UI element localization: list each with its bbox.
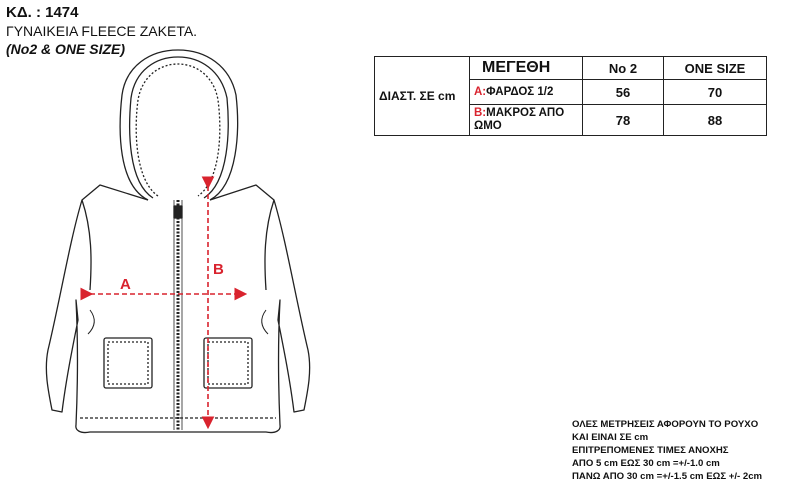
- row-text-a: ΦΑΡΔΟΣ 1/2: [486, 85, 554, 98]
- note-line: ΚΑΙ ΕΙΝΑΙ ΣΕ cm: [572, 432, 649, 443]
- row-label-b: [470, 105, 583, 136]
- value-a-no2: 56: [583, 80, 664, 105]
- row-text-b: ΜΑΚΡΟΣ ΑΠΟ ΩΜΟ: [474, 107, 565, 132]
- note-line: ΕΠΙΤΡΕΠΟΜΕΝΕΣ ΤΙΜΕΣ ΑΝΟΧΗΣ: [572, 445, 729, 456]
- body-left-outline: [46, 185, 178, 433]
- value-b-no2: 78: [583, 105, 664, 136]
- hood-inner: [136, 64, 220, 196]
- measure-b-label: B: [213, 261, 224, 278]
- value-a-one-size: 70: [664, 80, 767, 105]
- measure-a-label: A: [120, 276, 131, 293]
- note-line: ΟΛΕΣ ΜΕΤΡΗΣΕΙΣ ΑΦΟΡΟΥΝ ΤΟ ΡΟΥΧΟ: [572, 419, 759, 430]
- left-pocket: [104, 338, 152, 388]
- value-b-one-size: 88: [664, 105, 767, 136]
- col-header-one-size: ONE SIZE: [664, 57, 767, 80]
- product-code: ΚΔ. : 1474: [6, 4, 79, 21]
- tolerance-notes: [572, 418, 762, 483]
- row-letter-a: A:: [474, 85, 487, 98]
- product-sizes: (No2 & ONE SIZE): [6, 41, 126, 57]
- garment-diagram: [0, 40, 360, 495]
- note-line: ΠΑΝΩ ΑΠΟ 30 cm =+/-1.5 cm ΕΩΣ +/- 2cm: [572, 471, 763, 482]
- body-right-outline: [178, 185, 310, 433]
- row-label-a: [470, 80, 583, 105]
- right-pocket: [204, 338, 252, 388]
- row-letter-b: B:: [474, 107, 487, 119]
- product-description: ΓΥΝΑΙΚΕΙΑ FLEECE ZAKETA.: [6, 23, 198, 39]
- dims-label: ΔΙΑΣΤ. ΣΕ cm: [375, 57, 470, 136]
- col-header-no2: No 2: [583, 57, 664, 80]
- sizes-title: ΜΕΓΕΘΗ: [470, 57, 583, 80]
- note-line: ΑΠΟ 5 cm ΕΩΣ 30 cm =+/-1.0 cm: [572, 458, 720, 469]
- size-table: [374, 56, 767, 136]
